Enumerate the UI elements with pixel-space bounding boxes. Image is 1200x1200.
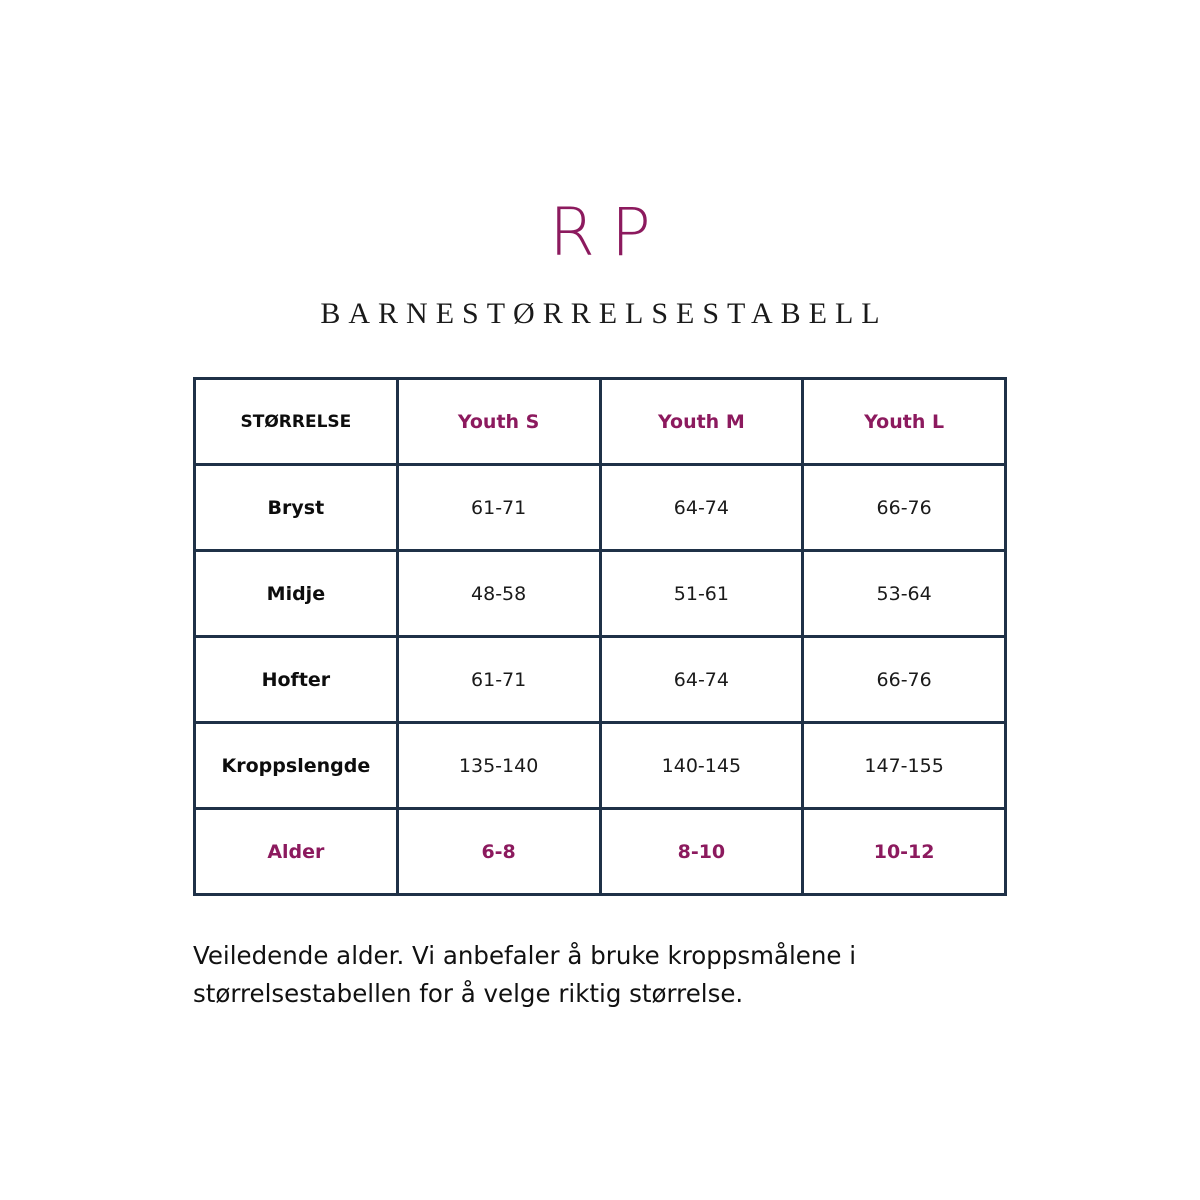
table-cell: 140-145 <box>600 723 803 809</box>
age-cell: 8-10 <box>600 809 803 895</box>
header-cell-size: Youth S <box>397 379 600 465</box>
table-cell: 64-74 <box>600 637 803 723</box>
age-cell: 10-12 <box>803 809 1006 895</box>
header-cell-size: Youth M <box>600 379 803 465</box>
table-cell: 61-71 <box>397 465 600 551</box>
table-cell: 64-74 <box>600 465 803 551</box>
table-row <box>195 637 1006 723</box>
age-row-label: Alder <box>195 809 398 895</box>
table-cell: 51-61 <box>600 551 803 637</box>
row-label: Bryst <box>195 465 398 551</box>
row-label: Kroppslengde <box>195 723 398 809</box>
table-row <box>195 465 1006 551</box>
row-label: Hofter <box>195 637 398 723</box>
header-cell-size-label: STØRRELSE <box>195 379 398 465</box>
table-header-row <box>195 379 1006 465</box>
guidance-note: Veiledende alder. Vi anbefaler å bruke kroppsmålene i størrelsestabellen for å velge riktig størrelse. <box>193 941 857 1008</box>
brand-logo: RP <box>549 194 667 271</box>
page-title: BARNESTØRRELSESTABELL <box>320 297 888 330</box>
table-cell: 66-76 <box>803 637 1006 723</box>
table-cell: 48-58 <box>397 551 600 637</box>
table-cell: 53-64 <box>803 551 1006 637</box>
table-cell: 66-76 <box>803 465 1006 551</box>
age-row <box>195 809 1006 895</box>
table-cell: 147-155 <box>803 723 1006 809</box>
table-cell: 135-140 <box>397 723 600 809</box>
size-table <box>193 377 1007 896</box>
table-row <box>195 723 1006 809</box>
table-cell: 61-71 <box>397 637 600 723</box>
header-cell-size: Youth L <box>803 379 1006 465</box>
row-label: Midje <box>195 551 398 637</box>
table-row <box>195 551 1006 637</box>
age-cell: 6-8 <box>397 809 600 895</box>
